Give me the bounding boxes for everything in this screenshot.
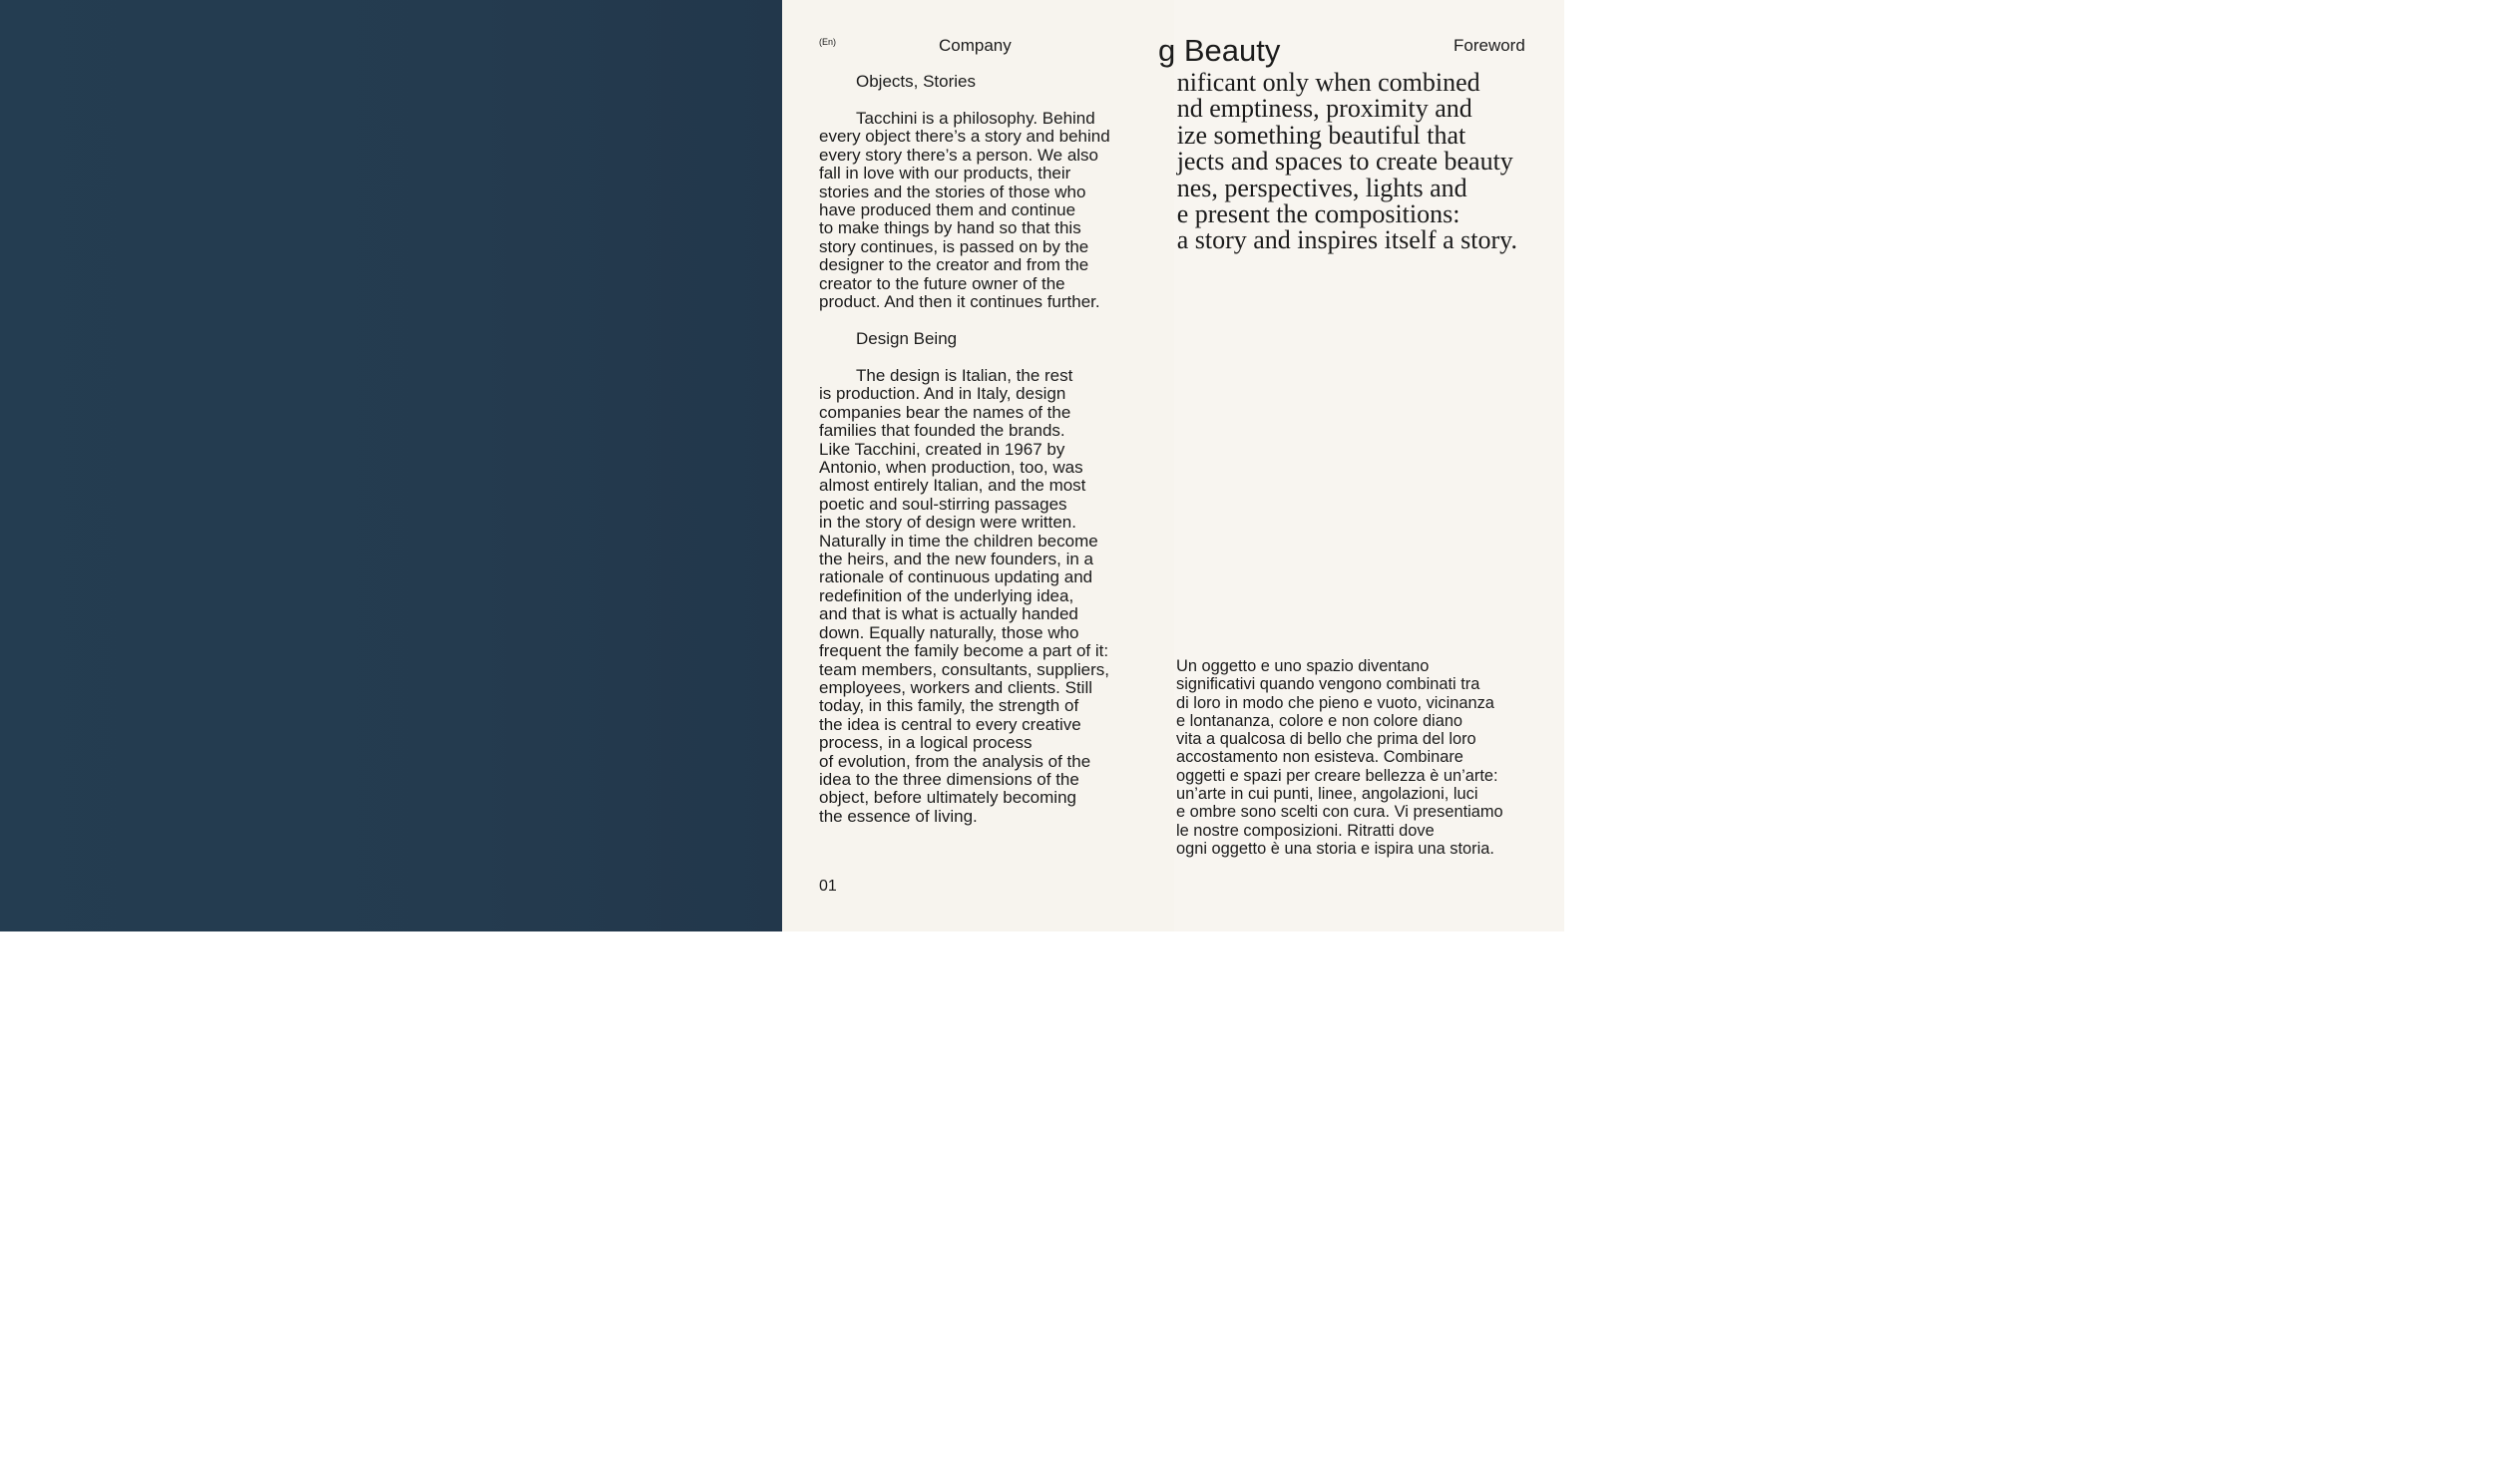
text-line: a story and inspires itself a story.	[1176, 225, 1517, 255]
text-line: designer to the creator and from the	[819, 255, 1089, 275]
page-number: 01	[819, 878, 837, 895]
text-line: have produced them and continue	[819, 200, 1076, 220]
text-line: un’arte in cui punti, linee, angolazioni, luci	[1176, 785, 1478, 804]
text-line: companies bear the names of the	[819, 402, 1071, 422]
text-line: di loro in modo che pieno e vuoto, vicinanza	[1176, 693, 1494, 712]
text-line: in the story of design were written.	[819, 513, 1076, 533]
text-line: object, before ultimately becoming	[819, 788, 1076, 808]
text-line: jects and spaces to create beauty	[1176, 147, 1513, 177]
text-line: e ombre sono scelti con cura. Vi presentiamo	[1176, 803, 1503, 822]
text-line: to make things by hand so that this	[819, 218, 1081, 238]
text-line: fall in love with our products, their	[819, 164, 1071, 184]
text-line: story continues, is passed on by the	[819, 236, 1089, 256]
text-line: product. And then it continues further.	[819, 292, 1100, 312]
text-line: Like Tacchini, created in 1967 by	[819, 439, 1065, 459]
italian-paragraph	[1176, 657, 1503, 858]
text-line: ize something beautiful that	[1176, 120, 1466, 150]
text-line: Tacchini is a philosophy. Behind	[856, 109, 1095, 128]
text-line: nificant only when combined	[1176, 68, 1480, 97]
text-line: The design is Italian, the rest	[856, 366, 1073, 385]
text-line: is production. And in Italy, design	[819, 384, 1066, 404]
text-line: team members, consultants, suppliers,	[819, 659, 1110, 679]
section-title: Company	[939, 36, 1012, 55]
text-line: and that is what is actually handed	[819, 604, 1078, 624]
text-line: le nostre composizioni. Ritratti dove	[1176, 821, 1435, 840]
text-line: every object there’s a story and behind	[819, 127, 1110, 147]
brochure-spread	[0, 0, 1564, 931]
text-line: nd emptiness, proximity and	[1176, 94, 1472, 124]
text-line: Naturally in time the children become	[819, 531, 1098, 551]
paragraph-objects-stories	[819, 110, 1110, 311]
text-line: e lontananza, colore e non colore diano	[1176, 711, 1463, 730]
page-headline: g Beauty	[1158, 33, 1281, 68]
left-page	[782, 0, 1174, 931]
text-line: e present the compositions:	[1176, 199, 1460, 229]
text-line: process, in a logical process	[819, 733, 1033, 753]
text-line: creator to the future owner of the	[819, 273, 1065, 293]
text-line: the idea is central to every creative	[819, 714, 1081, 734]
text-line: almost entirely Italian, and the most	[819, 476, 1086, 496]
text-line: today, in this family, the strength of	[819, 696, 1079, 716]
text-line: accostamento non esisteva. Combinare	[1176, 748, 1463, 767]
text-line: the heirs, and the new founders, in a	[819, 550, 1094, 569]
text-line: frequent the family become a part of it:	[819, 641, 1109, 661]
text-line: Un oggetto e uno spazio diventano	[1176, 657, 1430, 675]
text-line: Antonio, when production, too, was	[819, 458, 1083, 478]
text-line: nes, perspectives, lights and	[1176, 173, 1467, 202]
text-line: redefinition of the underlying idea,	[819, 585, 1074, 605]
text-line: idea to the three dimensions of the	[819, 769, 1079, 789]
text-line: the essence of living.	[819, 806, 978, 826]
text-line: employees, workers and clients. Still	[819, 677, 1093, 697]
text-line: significativi quando vengono combinati tra	[1176, 675, 1480, 694]
text-line: stories and the stories of those who	[819, 182, 1086, 201]
text-line: of evolution, from the analysis of the	[819, 751, 1091, 771]
text-line: oggetti e spazi per creare bellezza è un’arte:	[1176, 766, 1498, 785]
text-line: down. Equally naturally, those who	[819, 622, 1079, 642]
right-page	[1158, 0, 1564, 931]
text-line: poetic and soul-stirring passages	[819, 494, 1067, 514]
text-line: rationale of continuous updating and	[819, 567, 1093, 587]
text-line: every story there’s a person. We also	[819, 145, 1099, 165]
navy-cover-panel	[0, 0, 782, 931]
heading-design-being: Design Being	[856, 329, 958, 348]
text-line: ogni oggetto è una storia e ispira una storia.	[1176, 839, 1494, 858]
paragraph-design-being	[819, 367, 1109, 826]
section-title-foreword: Foreword	[1454, 36, 1525, 55]
language-label: (En)	[819, 37, 837, 47]
heading-objects-stories: Objects, Stories	[856, 72, 976, 91]
serif-intro-text	[1177, 70, 1517, 254]
text-line: families that founded the brands.	[819, 421, 1065, 441]
text-line: vita a qualcosa di bello che prima del loro	[1176, 730, 1476, 749]
